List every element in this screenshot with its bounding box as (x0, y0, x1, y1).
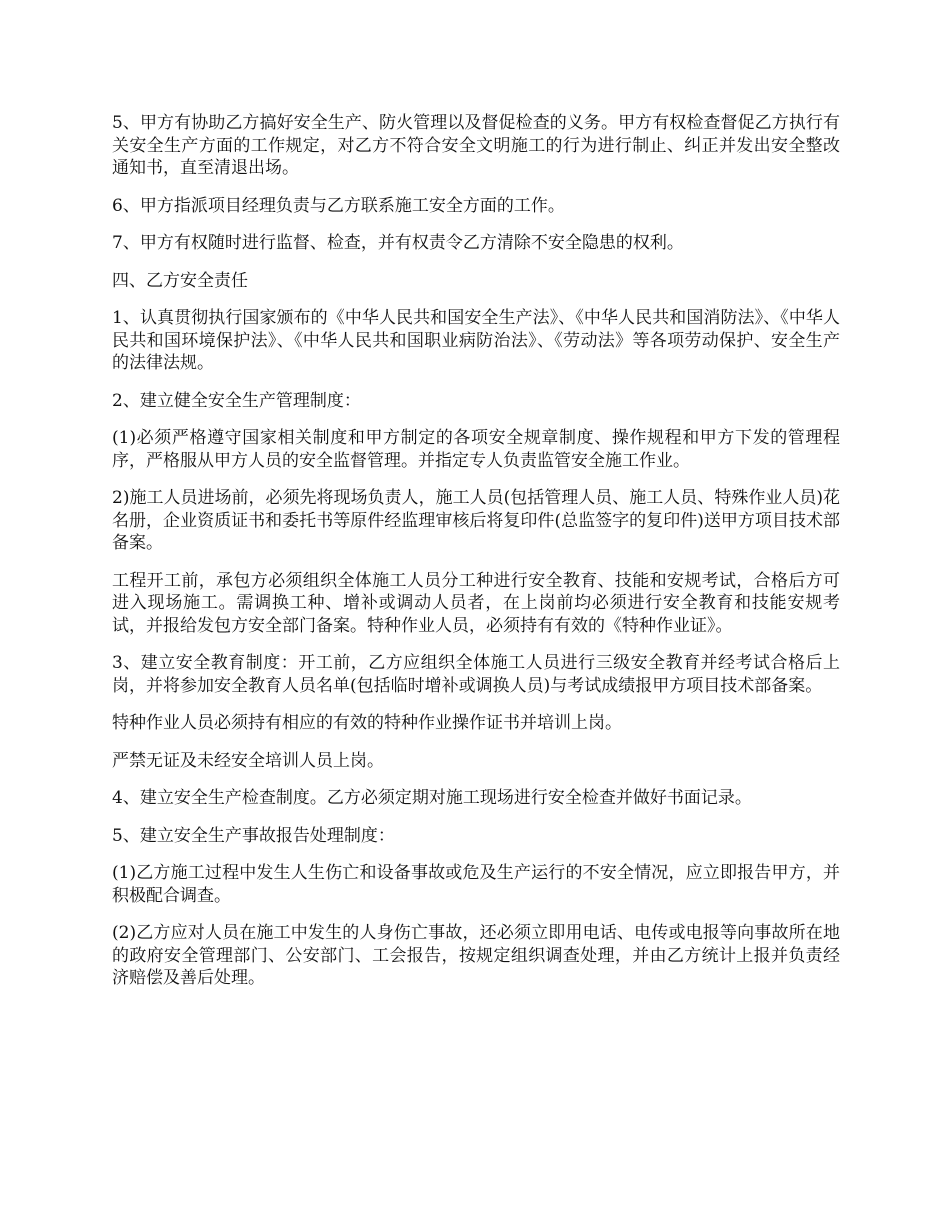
paragraph-clause-b2-1: (1)必须严格遵守国家相关制度和甲方制定的各项安全规章制度、操作规程和甲方下发的管理程序，严格服从甲方人员的安全监督管理。并指定专人负责监管安全施工作业。 (112, 428, 840, 471)
paragraph-clause-b3: 3、建立安全教育制度：开工前，乙方应组织全体施工人员进行三级安全教育并经考试合格后上岗，并将参加安全教育人员名单(包括临时增补或调换人员)与考试成绩报甲方项目技术部备案。 (112, 653, 840, 696)
paragraph-special-workers: 特种作业人员必须持有相应的有效的特种作业操作证书并培训上岗。 (112, 713, 622, 733)
paragraph-clause-b1: 1、认真贯彻执行国家颁布的《中华人民共和国安全生产法》、《中华人民共和国消防法》、《中华人民共和国环境保护法》、《中华人民共和国职业病防治法》、《劳动法》等各项劳动保护、安全生产的法律法规。 (112, 308, 840, 373)
paragraph-clause-a5: 5、甲方有协助乙方搞好安全生产、防火管理以及督促检查的义务。甲方有权检查督促乙方执行有关安全生产方面的工作规定，对乙方不符合安全文明施工的行为进行制止、纠正并发出安全整改通知书，直至清退出场。 (112, 113, 840, 178)
paragraph-clause-a6: 6、甲方指派项目经理负责与乙方联系施工安全方面的工作。 (112, 195, 565, 216)
section-heading-party-b: 四、乙方安全责任 (112, 270, 248, 291)
paragraph-clause-b2: 2、建立健全安全生产管理制度： (112, 390, 361, 411)
paragraph-clause-b5: 5、建立安全生产事故报告处理制度： (112, 825, 395, 846)
paragraph-clause-a7: 7、甲方有权随时进行监督、检查，并有权责令乙方清除不安全隐患的权利。 (112, 233, 684, 253)
paragraph-clause-b2-2: 2)施工人员进场前，必须先将现场负责人，施工人员(包括管理人员、施工人员、特殊作业人员)花名册，企业资质证书和委托书等原件经监理审核后将复印件(总监签字的复印件)送甲方项目技术部备案。 (112, 488, 840, 553)
paragraph-commencement: 工程开工前，承包方必须组织全体施工人员分工种进行安全教育、技能和安规考试，合格后方可进入现场施工。需调换工种、增补或调动人员者，在上岗前均必须进行安全教育和技能安规考试，并报给发包方安全部门备案。特种作业人员，必须持有有效的《特种作业证》。 (112, 570, 840, 636)
paragraph-clause-b5-1: (1)乙方施工过程中发生人生伤亡和设备事故或危及生产运行的不安全情况，应立即报告甲方，并积极配合调查。 (112, 863, 840, 906)
paragraph-clause-b5-2: (2)乙方应对人员在施工中发生的人身伤亡事故，还必须立即用电话、电传或电报等向事故所在地的政府安全管理部门、公安部门、工会报告，按规定组织调查处理，并由乙方统计上报并负责经济赔偿及善后处理。 (112, 923, 840, 988)
paragraph-clause-b4: 4、建立安全生产检查制度。乙方必须定期对施工现场进行安全检查并做好书面记录。 (112, 788, 752, 808)
paragraph-no-certificate: 严禁无证及未经安全培训人员上岗。 (112, 750, 384, 771)
